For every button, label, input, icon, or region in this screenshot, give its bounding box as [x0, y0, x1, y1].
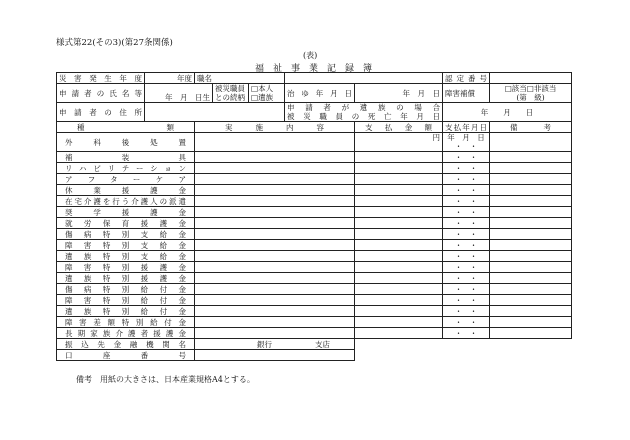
- item-row: [57, 273, 572, 284]
- record-table: [56, 72, 572, 361]
- form-id: 様式第22(その3)(第27条関係): [56, 38, 173, 48]
- item-row: [57, 284, 572, 295]
- item-remarks[interactable]: [490, 306, 572, 317]
- item-remarks[interactable]: [490, 273, 572, 284]
- item-kind: 長期家族介護者援護金: [57, 328, 195, 339]
- job-name-label: 職名: [195, 73, 285, 84]
- item-row: [57, 207, 572, 218]
- item-content[interactable]: [195, 284, 355, 295]
- item-kind: 傷病特別支給金: [57, 229, 195, 240]
- item-row: [57, 196, 572, 207]
- bank-suffix: 銀行: [257, 339, 272, 349]
- nendo-label: 年度: [145, 73, 195, 84]
- item-remarks[interactable]: [490, 229, 572, 240]
- birth-date-field[interactable]: 年 月 日生: [145, 84, 213, 103]
- item-row: [57, 295, 572, 306]
- header-row-address: [57, 103, 572, 122]
- bank-label: 振込先金融機関名: [57, 339, 195, 350]
- item-amount[interactable]: [355, 207, 443, 218]
- item-pay-date[interactable]: ・ ・: [443, 328, 490, 339]
- item-row: [57, 174, 572, 185]
- address-field[interactable]: [145, 103, 285, 122]
- item-content[interactable]: [195, 229, 355, 240]
- item-amount[interactable]: [355, 152, 443, 163]
- item-remarks[interactable]: [490, 196, 572, 207]
- item-amount[interactable]: [355, 317, 443, 328]
- item-content[interactable]: [195, 133, 355, 152]
- item-content[interactable]: [195, 262, 355, 273]
- item-kind: 遺族特別援護金: [57, 273, 195, 284]
- item-amount[interactable]: [355, 163, 443, 174]
- col-kind: 種類: [57, 122, 195, 133]
- item-row: [57, 317, 572, 328]
- item-content[interactable]: [195, 306, 355, 317]
- item-pay-date[interactable]: ・ ・: [443, 163, 490, 174]
- item-row: [57, 328, 572, 339]
- item-pay-date[interactable]: ・ ・: [443, 152, 490, 163]
- item-content[interactable]: [195, 218, 355, 229]
- item-remarks[interactable]: [490, 251, 572, 262]
- item-row: [57, 163, 572, 174]
- bank-field[interactable]: [195, 339, 355, 350]
- item-amount[interactable]: [355, 306, 443, 317]
- item-remarks[interactable]: [490, 317, 572, 328]
- item-content[interactable]: [195, 240, 355, 251]
- item-amount[interactable]: [355, 196, 443, 207]
- item-pay-date[interactable]: ・ ・: [443, 218, 490, 229]
- form-title: 福祉事業記録簿: [255, 64, 382, 74]
- item-amount[interactable]: [355, 185, 443, 196]
- item-row: [57, 262, 572, 273]
- bank-empty: [355, 339, 572, 350]
- item-pay-date[interactable]: ・ ・: [443, 240, 490, 251]
- item-remarks[interactable]: [490, 163, 572, 174]
- item-content[interactable]: [195, 152, 355, 163]
- applicant-name-label: 申請者の氏名等: [57, 84, 145, 103]
- header-row-applicant: [57, 84, 572, 103]
- item-remarks[interactable]: [490, 152, 572, 163]
- item-remarks[interactable]: [490, 133, 572, 152]
- item-amount[interactable]: [355, 218, 443, 229]
- account-row: [57, 350, 572, 361]
- item-pay-date[interactable]: ・ ・: [443, 174, 490, 185]
- item-kind: アフターケア: [57, 174, 195, 185]
- item-kind: 障害特別給付金: [57, 295, 195, 306]
- item-content[interactable]: [195, 328, 355, 339]
- account-empty: [355, 350, 572, 361]
- item-remarks[interactable]: [490, 174, 572, 185]
- bank-row: [57, 339, 572, 350]
- cert-number-label: 認定番号: [443, 73, 490, 84]
- col-pay-date: 支払年月日: [443, 122, 490, 133]
- item-row: [57, 133, 572, 152]
- item-kind: リハビリテーション: [57, 163, 195, 174]
- item-content[interactable]: [195, 163, 355, 174]
- item-row: [57, 306, 572, 317]
- item-kind: 休業援護金: [57, 185, 195, 196]
- cert-number-field[interactable]: [490, 73, 572, 84]
- item-remarks[interactable]: [490, 284, 572, 295]
- item-content[interactable]: [195, 207, 355, 218]
- item-amount[interactable]: [355, 240, 443, 251]
- relation-label: 被災職員との続柄: [213, 84, 249, 103]
- account-field[interactable]: [195, 350, 355, 361]
- item-kind: 外科後処置: [57, 133, 195, 152]
- footnote: 備考 用紙の大きさは、日本産業規格A4とする。: [76, 375, 255, 384]
- item-kind: 遺族特別支給金: [57, 251, 195, 262]
- item-content[interactable]: [195, 196, 355, 207]
- header-row-year: [57, 73, 572, 84]
- item-remarks[interactable]: [490, 295, 572, 306]
- item-amount[interactable]: [355, 328, 443, 339]
- col-content: 実施内容: [195, 122, 355, 133]
- item-pay-date[interactable]: ・ ・: [443, 284, 490, 295]
- item-pay-date[interactable]: ・ ・: [443, 262, 490, 273]
- item-kind: 遺族特別給付金: [57, 306, 195, 317]
- item-row: [57, 218, 572, 229]
- disaster-year-label: 災害発生年度: [57, 73, 145, 84]
- col-remarks: 備考: [490, 122, 572, 133]
- item-content[interactable]: [195, 251, 355, 262]
- item-amount[interactable]: [355, 273, 443, 284]
- column-header-row: [57, 122, 572, 133]
- item-amount[interactable]: [355, 284, 443, 295]
- item-kind: 就労保育援護金: [57, 218, 195, 229]
- item-remarks[interactable]: [490, 328, 572, 339]
- item-remarks[interactable]: [490, 218, 572, 229]
- form-subtitle: (表): [303, 51, 318, 60]
- item-kind: 在宅介護を行う介護人の派遣: [57, 196, 195, 207]
- item-amount[interactable]: [355, 251, 443, 262]
- item-pay-date[interactable]: ・ ・: [443, 317, 490, 328]
- bereaved-note: [285, 103, 443, 122]
- item-row: [57, 240, 572, 251]
- item-content[interactable]: [195, 185, 355, 196]
- branch-suffix: 支店: [315, 339, 331, 349]
- item-pay-date[interactable]: ・ ・: [443, 251, 490, 262]
- item-kind: 障害特別支給金: [57, 240, 195, 251]
- item-remarks[interactable]: [490, 240, 572, 251]
- address-label: 申請者の住所: [57, 103, 145, 122]
- family-checkbox[interactable]: □遺族: [251, 93, 274, 102]
- cure-date-field[interactable]: 年 月 日: [355, 84, 443, 103]
- self-checkbox[interactable]: □本人: [251, 84, 274, 93]
- applicable-checkbox[interactable]: □該当□非該当: [504, 84, 557, 93]
- account-label: 口座番号: [57, 350, 195, 361]
- disability-options[interactable]: [490, 84, 572, 103]
- item-remarks[interactable]: [490, 262, 572, 273]
- item-content[interactable]: [195, 174, 355, 185]
- item-kind: 障害特別援護金: [57, 262, 195, 273]
- job-name-field[interactable]: [285, 73, 443, 84]
- item-kind: 障害差額特別給付金: [57, 317, 195, 328]
- death-date-field[interactable]: 年 月 日: [443, 103, 572, 122]
- item-row: [57, 251, 572, 262]
- item-amount[interactable]: [355, 262, 443, 273]
- item-kind: 補装具: [57, 152, 195, 163]
- item-pay-date-dots: ・ ・: [454, 142, 478, 151]
- item-pay-date[interactable]: [443, 133, 490, 152]
- item-remarks[interactable]: [490, 185, 572, 196]
- grade-field[interactable]: (第 級): [516, 93, 545, 102]
- item-content[interactable]: [195, 317, 355, 328]
- cure-date-label: 治ゆ年月日: [285, 84, 355, 103]
- item-content[interactable]: [195, 273, 355, 284]
- item-kind: 傷病特別給付金: [57, 284, 195, 295]
- bereaved-note-line2: 被災職員の死亡年月日: [287, 112, 441, 121]
- item-pay-date[interactable]: ・ ・: [443, 306, 490, 317]
- item-content[interactable]: [195, 295, 355, 306]
- item-amount[interactable]: [355, 229, 443, 240]
- item-pay-date[interactable]: ・ ・: [443, 207, 490, 218]
- disability-label: 障害補償: [443, 84, 490, 103]
- item-pay-date-units: 年 月 日: [447, 133, 485, 142]
- item-pay-date[interactable]: ・ ・: [443, 196, 490, 207]
- item-pay-date[interactable]: ・ ・: [443, 185, 490, 196]
- item-pay-date[interactable]: ・ ・: [443, 273, 490, 284]
- bereaved-note-line1: 申請者が遺族の場合: [287, 103, 441, 112]
- item-row: [57, 152, 572, 163]
- item-amount[interactable]: [355, 174, 443, 185]
- col-amount: 支払金額: [355, 122, 443, 133]
- item-row: [57, 185, 572, 196]
- item-amount[interactable]: 円: [355, 133, 443, 152]
- item-kind: 奨学援護金: [57, 207, 195, 218]
- item-pay-date[interactable]: ・ ・: [443, 295, 490, 306]
- item-row: [57, 229, 572, 240]
- item-amount[interactable]: [355, 295, 443, 306]
- item-remarks[interactable]: [490, 207, 572, 218]
- item-pay-date[interactable]: ・ ・: [443, 229, 490, 240]
- relation-options[interactable]: [249, 84, 285, 103]
